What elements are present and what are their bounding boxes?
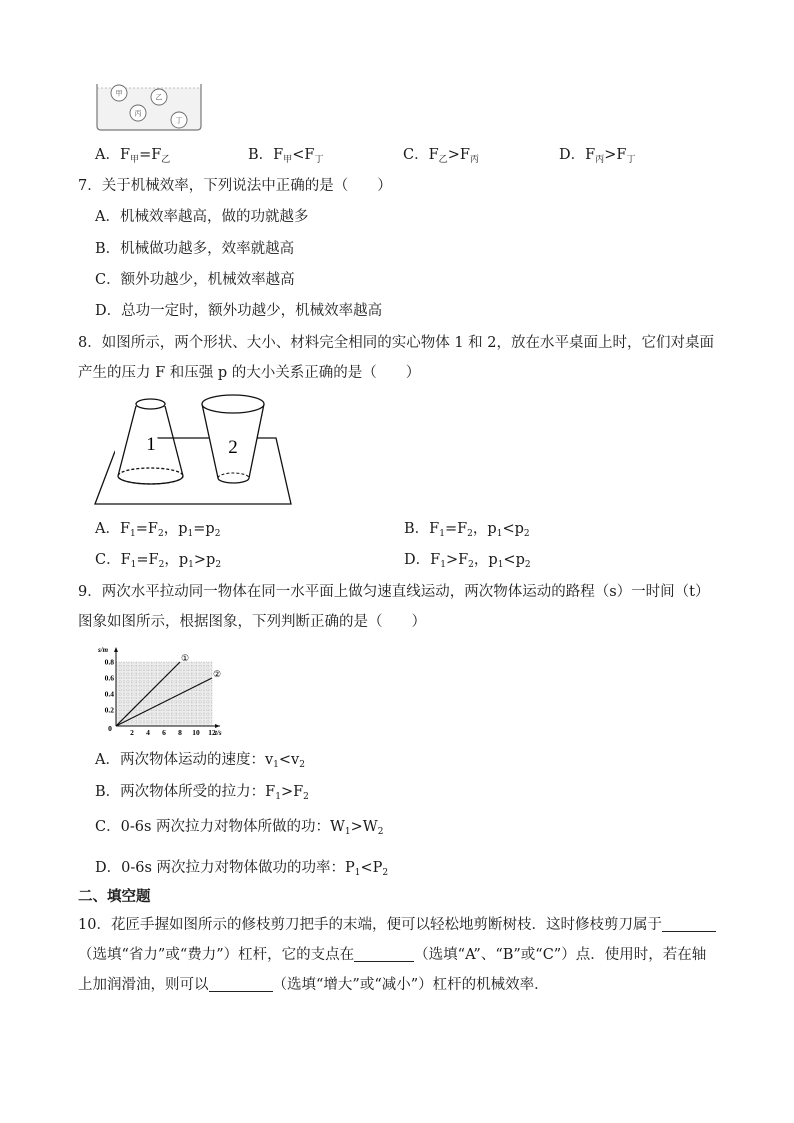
q9-option-b: B．两次物体所受的拉力：$F_1>F_2$ [95,784,309,802]
y-tick-label: 0.4 [104,689,114,699]
q8-option-d: D．$F_1>F_2$，$p_1<p_2$ [404,552,531,570]
q10-blank-3[interactable] [209,977,273,992]
origin-label: 0 [108,724,112,733]
y-axis-label: s/m [98,646,109,654]
q7-stem: 7．关于机械效率，下列说法中正确的是（ ） [78,178,392,194]
x-tick-label: 12 [208,728,216,737]
q8-figure [92,390,294,508]
x-axis-label: t/s [215,729,222,737]
q9-option-d: D．0-6s 两次拉力对物体做功的功率：$P_1<P_2$ [95,860,389,878]
q8-option-b: B．$F_1=F_2$，$p_1<p_2$ [404,521,530,539]
series-label-2: ② [212,670,222,680]
svg-text:甲: 甲 [115,89,123,98]
series-label-1: ① [180,654,190,664]
q6-figure [95,80,205,134]
q10-line-1: 10．花匠手握如图所示的修枝剪刀把手的末端，便可以轻松地剪断树枝．这时修枝剪刀属于 [78,916,716,934]
q9-stem-1: 9．两次水平拉动同一物体在同一水平面上做匀速直线运动，两次物体运动的路程（s）一时间（t） [78,584,710,600]
q8-option-c: C．$F_1=F_2$，$p_1>p_2$ [95,552,222,570]
object-2 [202,395,264,483]
x-tick-label: 8 [178,728,182,737]
q7-option-c: C．额外功越少，机械效率越高 [95,272,295,288]
object-2-label: 2 [228,437,238,458]
x-tick-label: 10 [192,728,200,737]
q6-option-a: A．$F_甲=F_乙$ [95,147,171,165]
x-tick-label: 2 [130,728,134,737]
svg-text:乙: 乙 [155,93,163,102]
svg-text:丙: 丙 [134,109,142,118]
y-tick-label: 0.8 [104,657,114,667]
q9-stem-2: 图象如图所示，根据图象，下列判断正确的是（ ） [78,614,426,630]
q6-option-c: C．$F_乙>F_丙$ [403,147,479,165]
y-tick-label: 0.6 [104,673,114,683]
q8-stem-2: 产生的压力 F 和压强 p 的大小关系正确的是（ ） [78,365,421,381]
q10-blank-1[interactable] [662,917,716,932]
q6-option-b: B．$F_甲<F_丁$ [248,147,324,165]
object-1 [109,399,183,484]
q8-option-a: A．$F_1=F_2$，$p_1=p_2$ [95,521,221,539]
q7-option-d: D．总功一定时，额外功越少，机械效率越高 [95,303,383,319]
y-axis-arrow [114,647,118,652]
svg-text:丁: 丁 [175,116,183,125]
q9-option-a: A．两次物体运动的速度：$v_1<v_2$ [95,752,305,770]
y-tick-label: 0.2 [104,705,114,715]
q9-chart [96,643,220,738]
q7-option-b: B．机械做功越多，效率就越高 [95,241,295,257]
object-1-label: 1 [146,434,156,455]
x-axis-arrow [215,724,220,728]
section-title-fill-in: 二、填空题 [78,889,151,905]
q9-option-c: C．0-6s 两次拉力对物体所做的功：$W_1>W_2$ [95,819,384,837]
q10-blank-2[interactable] [354,947,414,962]
q10-line-3: 上加润滑油，则可以 （选填“增大”或“减小”）杠杆的机械效率． [78,977,549,993]
q6-option-d: D．$F_丙>F_丁$ [559,147,636,165]
q10-line-2: （选填“省力”或“费力”）杠杆，它的支点在 （选填“A”、“B”或“C”）点．使用时，若在轴 [78,947,707,963]
x-tick-label: 4 [146,728,150,737]
x-tick-label: 6 [162,728,166,737]
q8-stem-1: 8．如图所示，两个形状、大小、材料完全相同的实心物体 1 和 2，放在水平桌面上时，它们对桌面 [78,335,714,351]
q7-option-a: A．机械效率越高，做的功就越多 [95,209,309,225]
